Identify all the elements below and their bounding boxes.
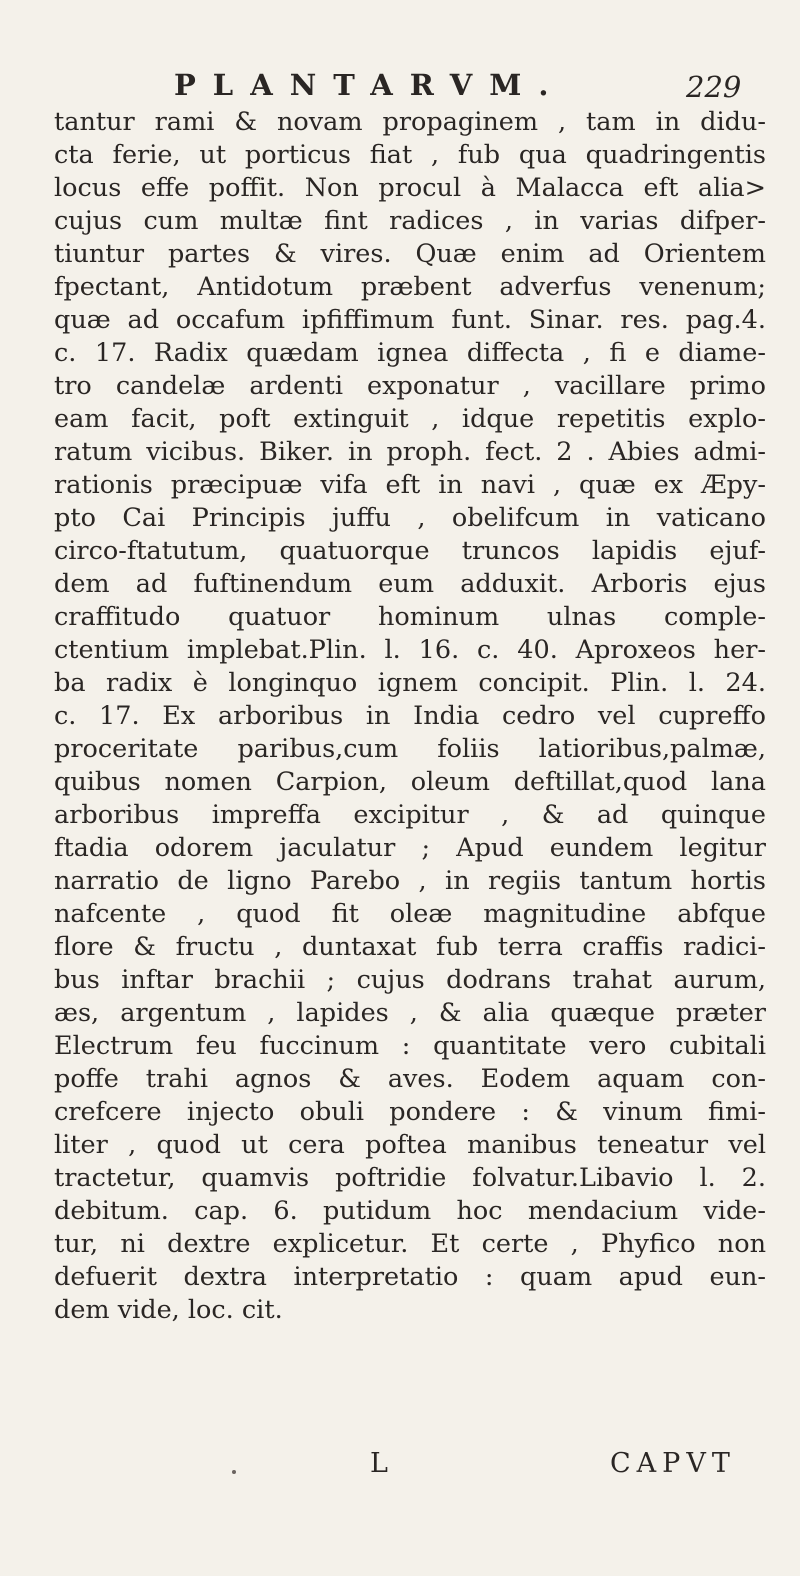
- text-line: Electrum feu fuccinum : quantitate vero cubitali: [54, 1031, 766, 1061]
- text-line: proceritate paribus,cum foliis latioribus,palmæ,: [54, 734, 766, 764]
- text-line: cta ferie, ut porticus fiat , fub qua quadringentis: [54, 140, 766, 170]
- text-line: liter , quod ut cera poftea manibus teneatur vel: [54, 1130, 766, 1160]
- text-line: fpectant, Antidotum præbent adverfus venenum;: [54, 272, 766, 302]
- text-line: narratio de ligno Parebo , in regiis tantum hortis: [54, 866, 766, 896]
- text-line: tro candelæ ardenti exponatur , vacillare primo: [54, 371, 766, 401]
- text-line: crefcere injecto obuli pondere : & vinum fimi-: [54, 1097, 766, 1127]
- text-line: bus inftar brachii ; cujus dodrans trahat aurum,: [54, 965, 766, 995]
- ink-speck: [232, 1470, 236, 1474]
- text-line: rationis præcipuæ vifa eft in navi , quæ ex Æpy-: [54, 470, 766, 500]
- text-line: eam facit, poft extinguit , idque repetitis explo-: [54, 404, 766, 434]
- text-line: flore & fructu , duntaxat fub terra craffis radici-: [54, 932, 766, 962]
- catchword: CAPVT: [610, 1448, 736, 1479]
- text-line: poffe trahi agnos & aves. Eodem aquam con-: [54, 1064, 766, 1094]
- text-line: æs, argentum , lapides , & alia quæque præter: [54, 998, 766, 1028]
- text-line: quibus nomen Carpion, oleum deftillat,quod lana: [54, 767, 766, 797]
- text-line: cujus cum multæ fint radices , in varias difper-: [54, 206, 766, 236]
- text-line: tantur rami & novam propaginem , tam in didu-: [54, 107, 766, 137]
- text-line: c. 17. Ex arboribus in India cedro vel cupreffo: [54, 701, 766, 731]
- text-line: arboribus impreffa excipitur , & ad quinque: [54, 800, 766, 830]
- text-line: craffitudo quatuor hominum ulnas comple-: [54, 602, 766, 632]
- text-line: ctentium implebat.Plin. l. 16. c. 40. Aproxeos her-: [54, 635, 766, 665]
- text-line: c. 17. Radix quædam ignea diffecta , fi e diame-: [54, 338, 766, 368]
- text-line: circo-ftatutum, quatuorque truncos lapidis ejuf-: [54, 536, 766, 566]
- text-line: ba radix è longinquo ignem concipit. Plin. l. 24.: [54, 668, 766, 698]
- body-text: [54, 106, 766, 1327]
- text-line: debitum. cap. 6. putidum hoc mendacium vide-: [54, 1196, 766, 1226]
- text-line: dem ad fuftinendum eum adduxit. Arboris ejus: [54, 569, 766, 599]
- signature-mark: L: [370, 1448, 388, 1479]
- text-line: quæ ad occafum ipfiffimum funt. Sinar. res. pag.4.: [54, 305, 766, 335]
- text-line: dem vide, loc. cit.: [54, 1295, 283, 1325]
- text-line: tur, ni dextre explicetur. Et certe , Phyfico non: [54, 1229, 766, 1259]
- text-line: ratum vicibus. Biker. in proph. fect. 2 . Abies admi-: [54, 437, 766, 467]
- page-number: 229: [686, 70, 742, 104]
- text-line: nafcente , quod fit oleæ magnitudine abfque: [54, 899, 766, 929]
- text-line: pto Cai Principis juffu , obelifcum in vaticano: [54, 503, 766, 533]
- text-line: tiuntur partes & vires. Quæ enim ad Orientem: [54, 239, 766, 269]
- text-line: tractetur, quamvis poftridie folvatur.Libavio l. 2.: [54, 1163, 766, 1193]
- page-footer: [0, 1448, 800, 1488]
- text-line: defuerit dextra interpretatio : quam apud eun-: [54, 1262, 766, 1292]
- text-line: locus effe poffit. Non procul à Malacca eft alia>: [54, 173, 766, 203]
- text-line: ftadia odorem jaculatur ; Apud eundem legitur: [54, 833, 766, 863]
- running-title: PLANTARVM.: [174, 68, 566, 102]
- running-head: [0, 68, 800, 108]
